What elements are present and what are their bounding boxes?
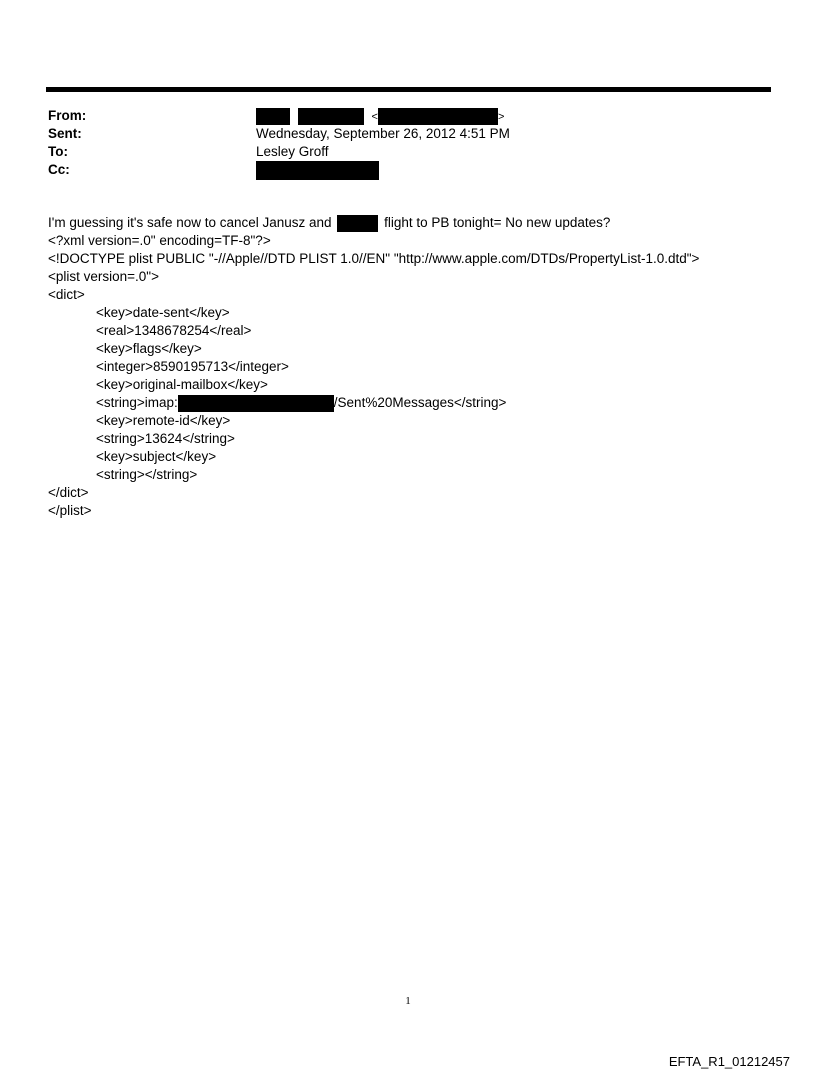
plist-text-segment: <string>imap: [96,395,178,410]
redaction-block [337,215,378,232]
plist-line: <string>13624</string> [96,431,235,446]
redaction-block [178,395,334,412]
plist-line: <key>original-mailbox</key> [96,377,268,392]
plist-line: <key>date-sent</key> [96,305,230,320]
plist-line: <real>1348678254</real> [96,323,252,338]
to-label: To: [48,144,68,159]
cc-label: Cc: [48,162,70,177]
redaction-block [298,108,364,125]
page-number: 1 [405,995,411,1007]
from-email-close: > [497,111,505,123]
plist-line: </dict> [48,485,89,500]
plist-line [48,394,699,412]
from-email-open: < [371,111,378,123]
sent-label: Sent: [48,126,82,141]
plist-line: <plist version=.0"> [48,269,159,284]
plist-line: <dict> [48,287,85,302]
from-label: From: [48,108,87,123]
to-value: Lesley Groff [256,144,329,159]
plist-text-segment: /Sent%20Messages</string> [333,395,507,410]
plist-line: <integer>8590195713</integer> [96,359,289,374]
body-text-segment: I'm guessing it's safe now to cancel Janusz and [48,215,332,230]
bates-number: EFTA_R1_01212457 [668,1054,790,1069]
plist-line: <key>flags</key> [96,341,202,356]
plist-line: <?xml version=.0" encoding=TF-8"?> [48,233,271,248]
header-rule [46,87,771,92]
plist-line: <string></string> [96,467,198,482]
cc-value [256,161,379,180]
body-line [48,214,699,232]
from-value [256,107,504,126]
redaction-block [378,108,498,125]
plist-line: <key>remote-id</key> [96,413,231,428]
plist-line: <key>subject</key> [96,449,217,464]
plist-line: <!DOCTYPE plist PUBLIC "-//Apple//DTD PLIST 1.0//EN" "http://www.apple.com/DTDs/PropertyList-1.0.dtd"> [48,251,700,266]
redaction-block [256,161,379,180]
body-text-segment: flight to PB tonight= No new updates? [384,215,611,230]
plist-line: </plist> [48,503,92,518]
redaction-block [256,108,290,125]
message-body [48,214,699,520]
sent-value: Wednesday, September 26, 2012 4:51 PM [256,126,510,141]
